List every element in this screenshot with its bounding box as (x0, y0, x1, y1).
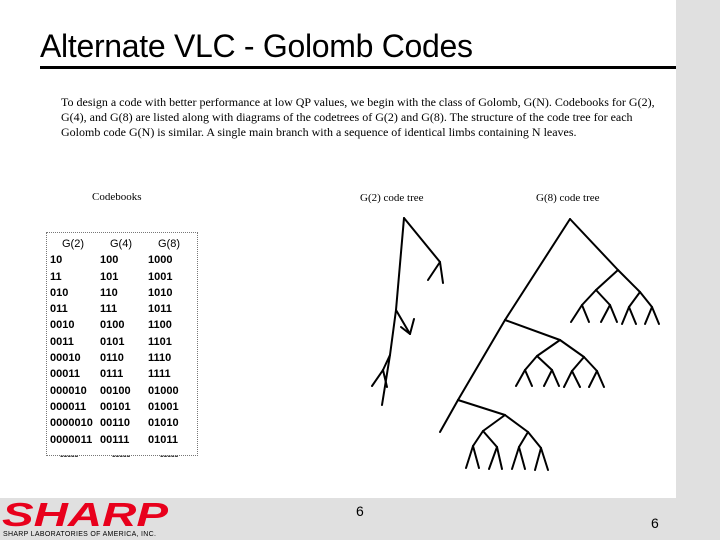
codeword: 0100 (100, 319, 125, 332)
g8-tree-edge (537, 340, 560, 356)
g8-main-branch (440, 400, 458, 432)
codeword: 10 (50, 254, 63, 267)
codeword: 1000 (148, 254, 173, 267)
g8-leaf (572, 371, 580, 387)
page-number: 6 (651, 515, 659, 531)
g8-leaf (582, 305, 589, 322)
codeword: 1001 (148, 270, 173, 283)
codeword: 000011 (50, 400, 87, 413)
codeword: 00010 (50, 352, 81, 365)
g8-leaf (601, 305, 610, 322)
codeword: 1010 (148, 286, 173, 299)
codeword: 0111 (100, 368, 124, 381)
codeword: 00110 (100, 417, 130, 430)
g8-leaf (552, 370, 559, 386)
g8-leaf (516, 370, 525, 386)
g8-tree-edge (596, 290, 610, 305)
g8-tree-edge (560, 340, 584, 357)
g2-code-tree (372, 218, 443, 405)
codeword: 111 (100, 303, 118, 316)
codeword: 1110 (148, 352, 172, 365)
g2-tree-edge (396, 310, 410, 334)
g8-tree-edge (640, 292, 652, 307)
codeword: 0010 (50, 319, 75, 332)
codeword: 110 (100, 286, 118, 299)
g2-leaf (440, 262, 443, 283)
slide-title: Alternate VLC - Golomb Codes (40, 28, 473, 64)
g8-leaf (497, 447, 502, 469)
g8-leaf (622, 307, 629, 324)
g8-leaf (564, 371, 572, 387)
codeword: 01001 (148, 400, 179, 413)
codeword: 01000 (148, 384, 179, 397)
codeword: 0000011 (50, 433, 93, 446)
g8-tree-edge (570, 219, 618, 270)
g4-ellipsis: ----- (112, 449, 131, 462)
codeword: 01011 (148, 433, 178, 446)
g8-tree-edge (582, 290, 596, 305)
g8-code-tree (440, 219, 659, 470)
g8-leaf (519, 447, 525, 469)
codeword: 0011 (50, 335, 74, 348)
sharp-logo-text: SHARP (2, 499, 170, 529)
g2-tree-edge (404, 218, 440, 262)
g8-leaf (629, 307, 636, 324)
g8-leaf (571, 305, 582, 322)
g8-leaf (589, 371, 597, 387)
codebooks-label: Codebooks (92, 191, 142, 203)
g2-tree-label: G(2) code tree (360, 192, 424, 204)
g8-tree-edge (618, 270, 640, 292)
g8-leaf (466, 446, 473, 468)
g8-tree-edge (483, 431, 497, 447)
g8-leaf (652, 307, 659, 324)
g8-tree-edge (537, 356, 552, 370)
g8-tree-edge (505, 320, 560, 340)
g8-tree-edge (483, 415, 505, 431)
g8-leaf (544, 370, 552, 386)
g2-header: G(2) (62, 238, 84, 250)
g8-tree-edge (505, 415, 528, 432)
g4-header: G(4) (110, 238, 132, 250)
codeword: 01010 (148, 417, 179, 430)
g8-tree-label: G(8) code tree (536, 192, 600, 204)
codeword: 100 (100, 254, 119, 267)
g8-tree-edge (458, 400, 505, 415)
codeword: 101 (100, 270, 119, 283)
g8-tree-edge (473, 431, 483, 446)
g2-leaf (372, 370, 383, 386)
codeword: 00100 (100, 384, 131, 397)
g8-tree-edge (572, 357, 584, 371)
g8-tree-edge (528, 432, 541, 448)
codeword: 0000010 (50, 417, 93, 430)
codeword: 1011 (148, 303, 172, 316)
g2-main-branch (396, 218, 404, 310)
g8-leaf (645, 307, 652, 324)
g8-leaf (541, 448, 548, 470)
intro-paragraph: To design a code with better performance at low QP values, we begin with the class of Golomb, G(N). Codebooks for G(2), G(4), and G(8) are listed along with diagrams of the codetrees of G(2) and G(8). The structure of the code tree for each Golomb code G(N) is similar. A single main branch with a sequence of identical limbs containing N leaves. (61, 95, 655, 139)
codeword: 00011 (50, 368, 80, 381)
g8-header: G(8) (158, 238, 180, 250)
g2-leaf (410, 319, 414, 334)
g8-tree-edge (525, 356, 537, 370)
codeword: 1100 (148, 319, 172, 332)
company-name: SHARP LABORATORIES OF AMERICA, INC. (3, 531, 157, 538)
g8-main-branch (458, 320, 505, 400)
g2-main-branch (390, 310, 396, 355)
g8-tree-edge (596, 270, 618, 290)
codeword: 00101 (100, 400, 131, 413)
codeword: 011 (50, 303, 68, 316)
g8-tree-edge (519, 432, 528, 447)
codeword: 1101 (148, 335, 172, 348)
g8-main-branch (505, 219, 570, 320)
g8-leaf (610, 305, 617, 322)
codeword: 000010 (50, 384, 87, 397)
g8-leaf (597, 371, 604, 387)
sharp-logo (1, 499, 171, 529)
g8-tree-edge (629, 292, 640, 307)
codeword: 0110 (100, 352, 124, 365)
slide-number: 6 (356, 503, 364, 519)
codeword: 0101 (100, 335, 125, 348)
codeword: 11 (50, 270, 62, 283)
g8-leaf (525, 370, 532, 386)
g2-ellipsis: ----- (60, 449, 79, 462)
codeword: 010 (50, 286, 69, 299)
g2-leaf (428, 262, 440, 280)
g8-leaf (535, 448, 541, 470)
g8-leaf (473, 446, 479, 468)
g8-ellipsis: ----- (160, 449, 179, 462)
g8-leaf (512, 447, 519, 469)
g8-leaf (489, 447, 497, 469)
codeword: 00111 (100, 433, 130, 446)
codeword: 1111 (148, 368, 171, 381)
g8-tree-edge (584, 357, 597, 371)
